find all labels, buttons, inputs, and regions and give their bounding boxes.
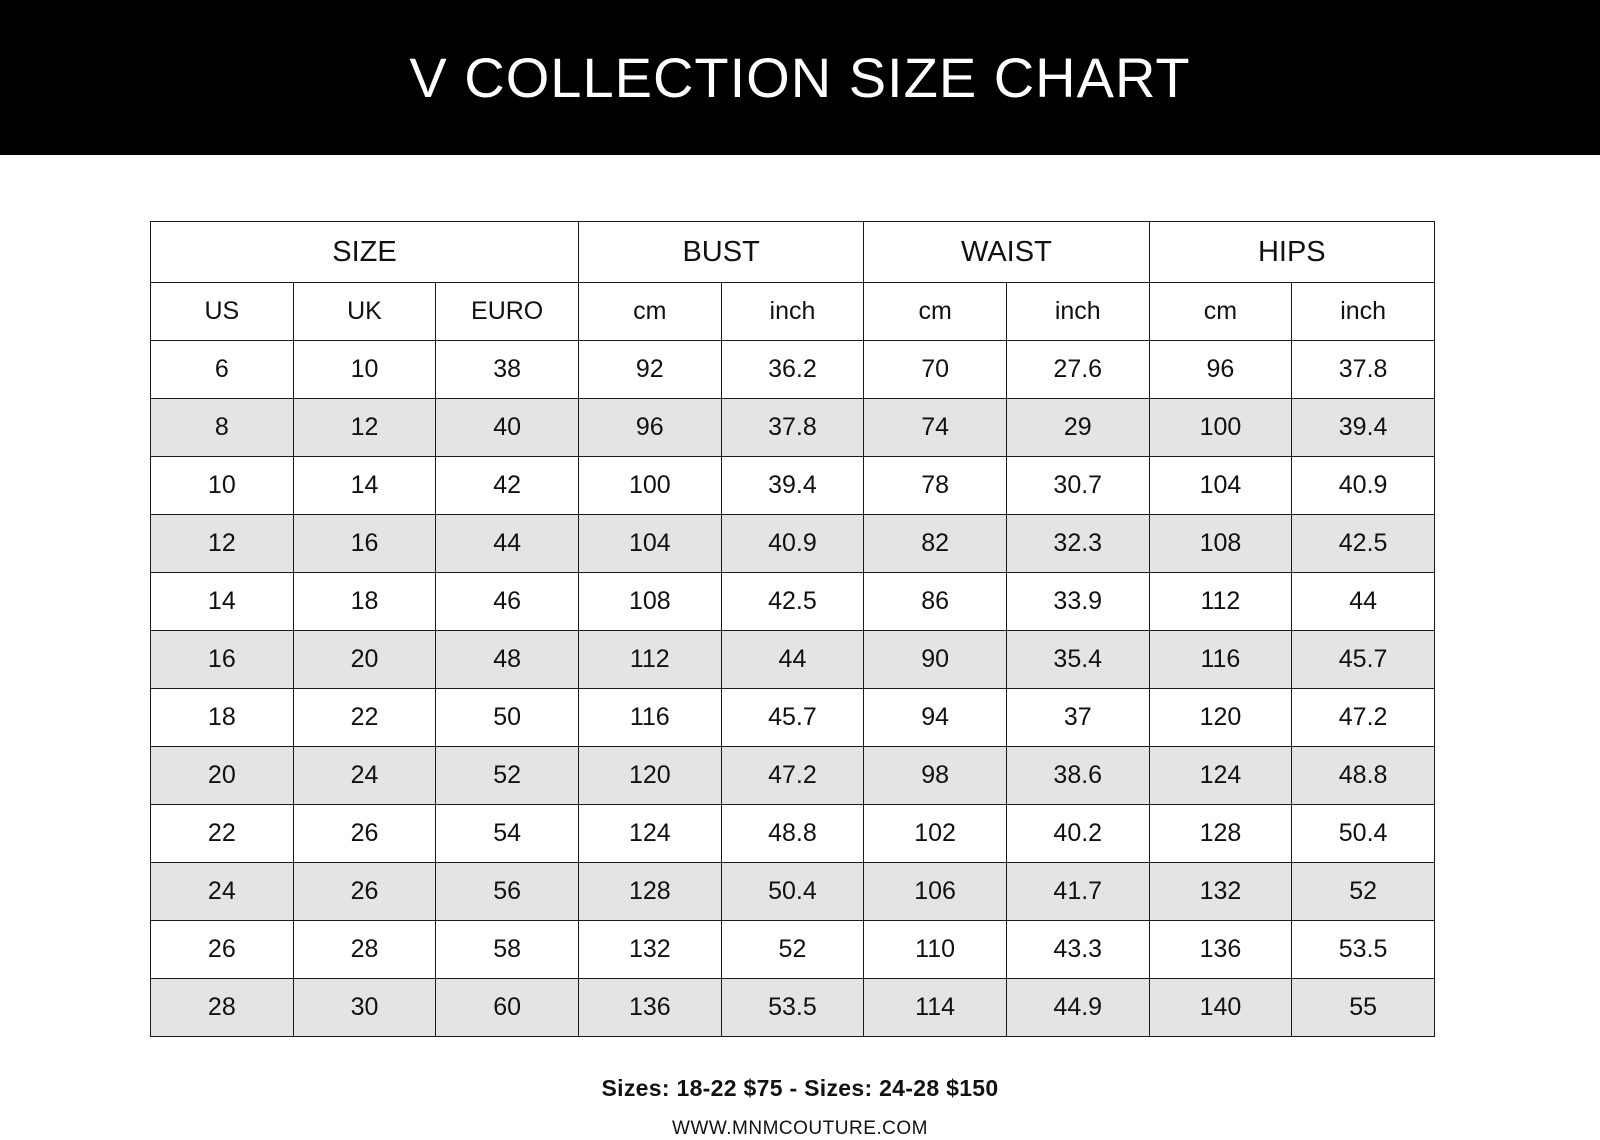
table-row [151,573,1435,631]
table-cell: 74 [864,399,1007,457]
unit-header-cell: inch [1292,283,1435,341]
table-cell: 112 [1149,573,1292,631]
table-cell: 86 [864,573,1007,631]
table-cell: 98 [864,747,1007,805]
table-row [151,399,1435,457]
table-cell: 45.7 [1292,631,1435,689]
table-cell: 12 [293,399,436,457]
table-cell: 132 [1149,863,1292,921]
table-row [151,921,1435,979]
footer [0,1075,1600,1140]
unit-header-cell: inch [721,283,864,341]
group-header-cell: BUST [578,222,863,283]
table-cell: 47.2 [721,747,864,805]
table-cell: 22 [293,689,436,747]
table-cell: 26 [151,921,294,979]
table-cell: 44 [1292,573,1435,631]
table-cell: 45.7 [721,689,864,747]
table-cell: 36.2 [721,341,864,399]
footer-url: WWW.MNMCOUTURE.COM [672,1118,928,1139]
table-cell: 50 [436,689,579,747]
table-cell: 26 [293,805,436,863]
table-cell: 48.8 [721,805,864,863]
table-cell: 52 [1292,863,1435,921]
group-header-cell: HIPS [1149,222,1434,283]
unit-header-row [151,283,1435,341]
table-row [151,341,1435,399]
table-cell: 42.5 [721,573,864,631]
table-cell: 33.9 [1006,573,1149,631]
unit-header-cell: US [151,283,294,341]
table-cell: 10 [151,457,294,515]
table-cell: 28 [151,979,294,1037]
table-cell: 100 [1149,399,1292,457]
table-cell: 44.9 [1006,979,1149,1037]
table-cell: 124 [1149,747,1292,805]
table-cell: 53.5 [721,979,864,1037]
table-cell: 16 [151,631,294,689]
table-cell: 20 [151,747,294,805]
unit-header-cell: cm [578,283,721,341]
table-row [151,863,1435,921]
table-cell: 106 [864,863,1007,921]
table-cell: 114 [864,979,1007,1037]
table-cell: 104 [1149,457,1292,515]
table-cell: 60 [436,979,579,1037]
table-cell: 136 [1149,921,1292,979]
table-cell: 108 [578,573,721,631]
table-cell: 55 [1292,979,1435,1037]
table-cell: 37.8 [721,399,864,457]
table-cell: 12 [151,515,294,573]
table-cell: 44 [721,631,864,689]
table-cell: 24 [151,863,294,921]
table-cell: 38 [436,341,579,399]
table-cell: 28 [293,921,436,979]
table-cell: 132 [578,921,721,979]
table-cell: 120 [1149,689,1292,747]
size-chart-table [150,221,1435,1037]
table-cell: 50.4 [721,863,864,921]
table-cell: 102 [864,805,1007,863]
table-cell: 44 [436,515,579,573]
table-cell: 136 [578,979,721,1037]
table-cell: 70 [864,341,1007,399]
table-cell: 24 [293,747,436,805]
table-cell: 94 [864,689,1007,747]
table-cell: 40.9 [721,515,864,573]
table-cell: 40.9 [1292,457,1435,515]
table-cell: 108 [1149,515,1292,573]
table-cell: 56 [436,863,579,921]
table-cell: 18 [293,573,436,631]
table-cell: 124 [578,805,721,863]
table-cell: 90 [864,631,1007,689]
table-cell: 20 [293,631,436,689]
table-cell: 58 [436,921,579,979]
table-cell: 16 [293,515,436,573]
table-cell: 6 [151,341,294,399]
table-row [151,747,1435,805]
table-cell: 10 [293,341,436,399]
table-cell: 37.8 [1292,341,1435,399]
table-cell: 96 [578,399,721,457]
table-cell: 128 [578,863,721,921]
table-cell: 27.6 [1006,341,1149,399]
table-row [151,805,1435,863]
table-cell: 47.2 [1292,689,1435,747]
table-body [151,341,1435,1037]
table-cell: 26 [293,863,436,921]
table-cell: 52 [436,747,579,805]
table-cell: 104 [578,515,721,573]
table-cell: 29 [1006,399,1149,457]
table-cell: 40 [436,399,579,457]
table-cell: 54 [436,805,579,863]
unit-header-cell: cm [864,283,1007,341]
footer-prices: Sizes: 18-22 $75 - Sizes: 24-28 $150 [601,1075,999,1101]
table-cell: 78 [864,457,1007,515]
table-cell: 110 [864,921,1007,979]
table-cell: 100 [578,457,721,515]
table-cell: 50.4 [1292,805,1435,863]
table-cell: 40.2 [1006,805,1149,863]
table-cell: 30.7 [1006,457,1149,515]
table-cell: 32.3 [1006,515,1149,573]
table-cell: 92 [578,341,721,399]
page-title: V COLLECTION SIZE CHART [409,46,1191,109]
table-cell: 96 [1149,341,1292,399]
table-cell: 46 [436,573,579,631]
table-row [151,631,1435,689]
table-cell: 22 [151,805,294,863]
group-header-row [151,222,1435,283]
header-bar [0,0,1600,155]
table-cell: 48 [436,631,579,689]
table-cell: 116 [1149,631,1292,689]
table-cell: 42.5 [1292,515,1435,573]
table-cell: 52 [721,921,864,979]
table-cell: 8 [151,399,294,457]
table-cell: 39.4 [1292,399,1435,457]
unit-header-cell: UK [293,283,436,341]
table-cell: 128 [1149,805,1292,863]
table-row [151,979,1435,1037]
table-cell: 14 [293,457,436,515]
table-cell: 14 [151,573,294,631]
table-cell: 30 [293,979,436,1037]
table-cell: 112 [578,631,721,689]
unit-header-cell: inch [1006,283,1149,341]
table-cell: 43.3 [1006,921,1149,979]
table-head [151,222,1435,341]
table-cell: 41.7 [1006,863,1149,921]
size-chart-container [0,155,1600,1037]
table-cell: 48.8 [1292,747,1435,805]
unit-header-cell: cm [1149,283,1292,341]
table-row [151,689,1435,747]
table-cell: 140 [1149,979,1292,1037]
group-header-cell: WAIST [864,222,1149,283]
table-cell: 53.5 [1292,921,1435,979]
table-cell: 18 [151,689,294,747]
unit-header-cell: EURO [436,283,579,341]
table-cell: 38.6 [1006,747,1149,805]
table-cell: 42 [436,457,579,515]
table-cell: 39.4 [721,457,864,515]
table-cell: 120 [578,747,721,805]
table-cell: 116 [578,689,721,747]
table-cell: 82 [864,515,1007,573]
table-cell: 35.4 [1006,631,1149,689]
group-header-cell: SIZE [151,222,579,283]
table-cell: 37 [1006,689,1149,747]
table-row [151,457,1435,515]
table-row [151,515,1435,573]
